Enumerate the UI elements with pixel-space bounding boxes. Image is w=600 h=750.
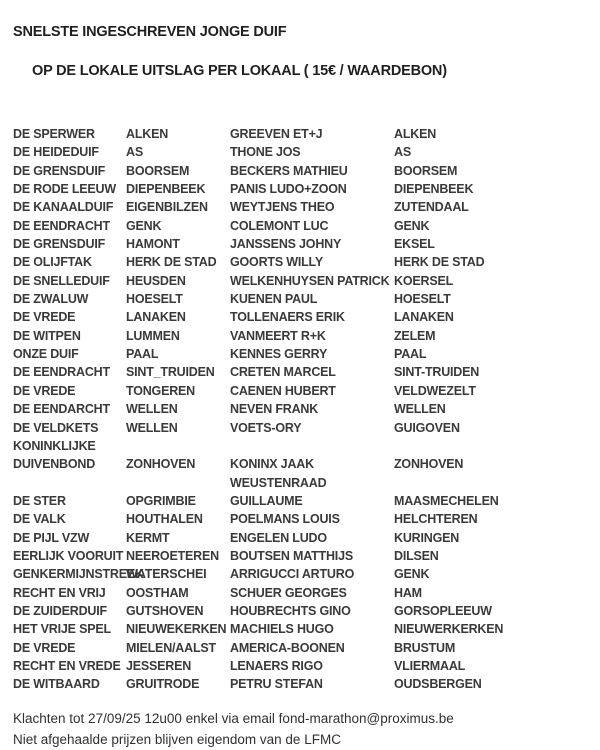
table-row — [13, 602, 592, 620]
club-name-cell: DE EENDARCHT — [13, 402, 110, 417]
winner-name-cell: MACHIELS HUGO — [230, 622, 334, 637]
club-location-cell: LUMMEN — [126, 328, 180, 343]
winner-location-cell: GORSOPLEEUW — [394, 603, 492, 618]
club-location-cell: NEEROETEREN — [126, 548, 219, 563]
winner-name-cell: JANSSENS JOHNY — [230, 237, 342, 252]
table-row — [13, 437, 592, 474]
club-location-cell: GRUITRODE — [126, 677, 200, 692]
club-location-cell: GUTSHOVEN — [126, 603, 204, 618]
footer-prizes-line: Niet afgehaalde prijzen blijven eigendom van de LFMC — [13, 731, 341, 747]
club-location-cell: SINT_TRUIDEN — [126, 365, 215, 380]
club-name-cell: DE ZUIDERDUIF — [13, 603, 107, 618]
results-table — [13, 125, 592, 694]
winner-name-cell: TOLLENAERS ERIK — [230, 310, 345, 325]
table-row — [13, 180, 592, 198]
winner-location-cell: MAASMECHELEN — [394, 493, 499, 508]
page-title: SNELSTE INGESCHREVEN JONGE DUIF — [13, 24, 287, 40]
table-row — [13, 217, 592, 235]
club-location-cell: OOSTHAM — [126, 585, 189, 600]
table-row — [13, 400, 592, 418]
table-row — [13, 290, 592, 308]
club-name-cell: DE PIJL VZW — [13, 530, 90, 545]
winner-name-cell: POELMANS LOUIS — [230, 512, 340, 527]
club-name-cell: EERLIJK VOORUIT — [13, 548, 124, 563]
club-name-cell: ONZE DUIF — [13, 347, 79, 362]
table-row — [13, 327, 592, 345]
table-row — [13, 419, 592, 437]
club-location-cell: NIEUWEKERKEN — [126, 622, 227, 637]
table-row — [13, 235, 592, 253]
club-name-cell: DE EENDRACHT — [13, 218, 110, 233]
club-name-cell: DE ZWALUW — [13, 292, 89, 307]
winner-location-cell: KOERSEL — [394, 273, 454, 288]
winner-location-cell: DILSEN — [394, 548, 439, 563]
footer-complaints-line: Klachten tot 27/09/25 12u00 enkel via email fond-marathon@proximus.be — [13, 710, 454, 726]
table-row — [13, 308, 592, 326]
winner-name-cell: KUENEN PAUL — [230, 292, 318, 307]
club-name-cell: DE KANAALDUIF — [13, 200, 114, 215]
winner-name-cell: COLEMONT LUC — [230, 218, 329, 233]
winner-location-cell: NIEUWERKERKEN — [394, 622, 504, 637]
table-row — [13, 639, 592, 657]
winner-location-cell: BRUSTUM — [394, 640, 456, 655]
winner-location-cell: HELCHTEREN — [394, 512, 478, 527]
winner-name-cell: BECKERS MATHIEU — [230, 163, 348, 178]
club-location-cell: AS — [126, 145, 143, 160]
winner-location-cell: WELLEN — [394, 402, 446, 417]
winner-name-cell: CAENEN HUBERT — [230, 383, 336, 398]
winner-location-cell: AS — [394, 145, 411, 160]
winner-name-cell: ARRIGUCCI ARTURO — [230, 567, 355, 582]
club-location-cell: WELLEN — [126, 420, 178, 435]
club-location-cell: KERMT — [126, 530, 170, 545]
club-name-cell: DE GRENSDUIF — [13, 237, 106, 252]
footer — [13, 708, 592, 750]
winner-location-cell: GENK — [394, 218, 430, 233]
winner-location-cell: GUIGOVEN — [394, 420, 460, 435]
table-row — [13, 272, 592, 290]
club-location-cell: HOESELT — [126, 292, 183, 307]
winner-name-cell: CRETEN MARCEL — [230, 365, 336, 380]
winner-location-cell: BOORSEM — [394, 163, 458, 178]
table-row — [13, 345, 592, 363]
winner-location-cell: LANAKEN — [394, 310, 454, 325]
winner-name-cell: BOUTSEN MATTHIJS — [230, 548, 353, 563]
winner-name-cell: THONE JOS — [230, 145, 301, 160]
table-row — [13, 474, 592, 511]
club-location-cell: OPGRIMBIE — [126, 493, 196, 508]
club-location-cell: HAMONT — [126, 237, 180, 252]
club-location-cell: MIELEN/AALST — [126, 640, 216, 655]
winner-location-cell: KURINGEN — [394, 530, 460, 545]
table-row — [13, 125, 592, 143]
winner-location-cell: HAM — [394, 585, 422, 600]
club-name-cell: DE VELDKETS — [13, 420, 99, 435]
winner-location-cell: OUDSBERGEN — [394, 677, 482, 692]
winner-name-cell: KONINX JAAK — [230, 457, 314, 472]
club-name-cell: DE VREDE — [13, 640, 76, 655]
club-location-cell: WELLEN — [126, 402, 178, 417]
club-name-cell: DE STER — [13, 493, 66, 508]
winner-name-cell: AMERICA-BOONEN — [230, 640, 345, 655]
table-row — [13, 565, 592, 583]
winner-location-cell: SINT-TRUIDEN — [394, 365, 480, 380]
winner-name-cell: SCHUER GEORGES — [230, 585, 347, 600]
winner-name-cell: GREEVEN ET+J — [230, 127, 323, 141]
club-location-cell: JESSEREN — [126, 658, 192, 673]
winner-location-cell: DIEPENBEEK — [394, 182, 474, 197]
table-row — [13, 363, 592, 381]
club-name-cell: DE GRENSDUIF — [13, 163, 106, 178]
club-name-cell: DE HEIDEDUIF — [13, 145, 99, 160]
club-location-cell: DIEPENBEEK — [126, 182, 206, 197]
club-location-cell: HEUSDEN — [126, 273, 186, 288]
club-name-cell: DE RODE LEEUW — [13, 182, 116, 197]
table-row — [13, 143, 592, 161]
club-location-cell: EIGENBILZEN — [126, 200, 208, 215]
winner-location-cell: HERK DE STAD — [394, 255, 485, 270]
table-row — [13, 529, 592, 547]
winner-location-cell: ALKEN — [394, 127, 437, 141]
club-name-cell: DE OLIJFTAK — [13, 255, 92, 270]
winner-name-cell: VOETS-ORY — [230, 420, 302, 435]
club-name-cell: DE VALK — [13, 512, 66, 527]
club-location-cell: WATERSCHEI — [126, 567, 207, 582]
winner-location-cell: GENK — [394, 567, 430, 582]
table-row — [13, 547, 592, 565]
winner-name-cell: PANIS LUDO+ZOON — [230, 182, 347, 197]
club-name-cell: HET VRIJE SPEL — [13, 622, 111, 637]
club-location-cell: ALKEN — [126, 127, 169, 141]
winner-name-cell: HOUBRECHTS GINO — [230, 603, 351, 618]
table-row — [13, 253, 592, 271]
winner-name-cell: KENNES GERRY — [230, 347, 328, 362]
club-name-cell: RECHT EN VRIJ — [13, 585, 106, 600]
winner-name-cell: ENGELEN LUDO — [230, 530, 327, 545]
table-row — [13, 382, 592, 400]
winner-location-cell: PAAL — [394, 347, 427, 362]
club-name-cell: DE WITPEN — [13, 328, 81, 343]
table-row — [13, 675, 592, 693]
club-location-cell: HERK DE STAD — [126, 255, 217, 270]
table-row — [13, 162, 592, 180]
club-name-cell: DE EENDRACHT — [13, 365, 110, 380]
table-row — [13, 510, 592, 528]
club-location-cell: GENK — [126, 218, 162, 233]
club-location-cell: ZONHOVEN — [126, 457, 196, 472]
table-row — [13, 198, 592, 216]
club-name-cell: DE VREDE — [13, 310, 76, 325]
winner-location-cell: EKSEL — [394, 237, 435, 252]
winner-name-cell: NEVEN FRANK — [230, 402, 319, 417]
club-name-cell: DE VREDE — [13, 383, 76, 398]
winner-name-cell: LENAERS RIGO — [230, 658, 323, 673]
table-row — [13, 620, 592, 638]
club-location-cell: HOUTHALEN — [126, 512, 203, 527]
winner-name-cell: VANMEERT R+K — [230, 328, 326, 343]
winner-name-cell: WEYTJENS THEO — [230, 200, 335, 215]
winner-location-cell: ZELEM — [394, 328, 436, 343]
winner-location-cell: ZONHOVEN — [394, 457, 464, 472]
club-name-cell: DE SNELLEDUIF — [13, 273, 110, 288]
winner-name-cell: PETRU STEFAN — [230, 677, 323, 692]
winner-name-cell: WELKENHUYSEN PATRICK — [230, 273, 390, 288]
table-row — [13, 657, 592, 675]
club-name-cell: GENKERMIJNSTREEK — [13, 567, 144, 582]
club-name-cell: RECHT EN VREDE — [13, 658, 121, 673]
club-name-cell: DE SPERWER — [13, 127, 95, 141]
page-subtitle: OP DE LOKALE UITSLAG PER LOKAAL ( 15€ / WAARDEBON) — [32, 63, 447, 79]
winner-name-cell: GOORTS WILLY — [230, 255, 323, 270]
winner-name-cell: WEUSTENRAAD GUILLAUME — [230, 475, 327, 508]
winner-location-cell: VELDWEZELT — [394, 383, 476, 398]
club-name-cell: KONINKLIJKE DUIVENBOND — [13, 438, 96, 472]
club-location-cell: TONGEREN — [126, 383, 196, 398]
club-location-cell: LANAKEN — [126, 310, 186, 325]
club-location-cell: PAAL — [126, 347, 159, 362]
table-row — [13, 584, 592, 602]
club-location-cell: BOORSEM — [126, 163, 190, 178]
club-name-cell: DE WITBAARD — [13, 677, 100, 692]
winner-location-cell: VLIERMAAL — [394, 658, 466, 673]
winner-location-cell: HOESELT — [394, 292, 451, 307]
winner-location-cell: ZUTENDAAL — [394, 200, 469, 215]
